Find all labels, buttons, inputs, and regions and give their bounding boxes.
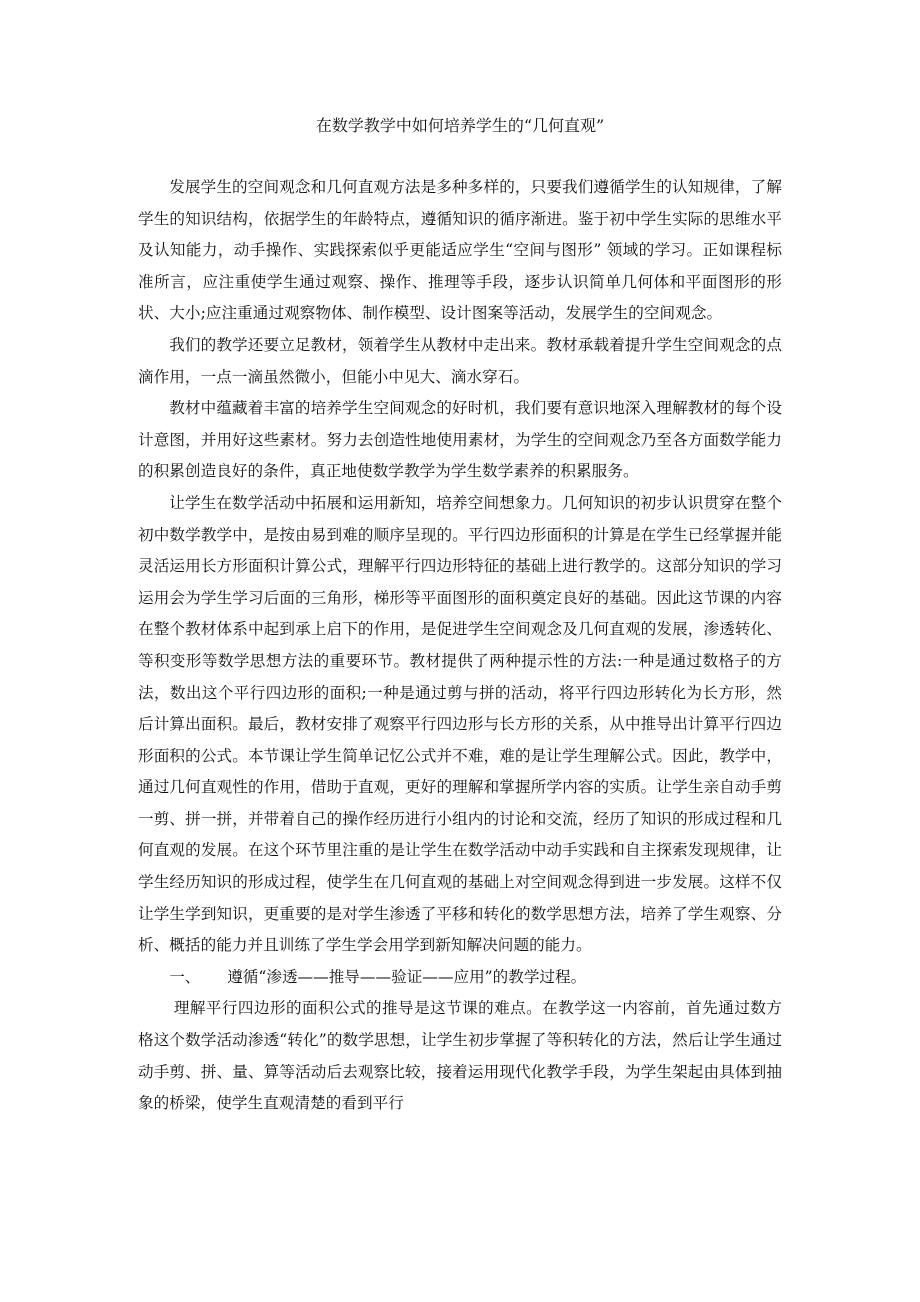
document-title: 在数学教学中如何培养学生的“几何直观” — [315, 116, 605, 135]
paragraph-4: 让学生在数学活动中拓展和运用新知，培养空间想象力。几何知识的初步认识贯穿在整个初中数学教学中，是按由易到难的顺序呈现的。平行四边形面积的计算是在学生已经掌握并能灵活运用长方形面积计算公式，理解平行四边形特征的基础上进行教学的。这部分知识的学习运用会为学生学习后面的三角形，梯形等平面图形的面积奠定良好的基础。因此这节课的内容在整个教材体系中起到承上启下的作用，是促进学生空间观念及几何直观的发展，渗透转化、等积变形等数学思想方法的重要环节。教材提供了两种提示性的方法:一种是通过数格子的方法，数出这个平行四边形的面积;一种是通过剪与拼的活动，将平行四边形转化为长方形，然后计算出面积。最后，教材安排了观察平行四边形与长方形的关系，从中推导出计算平行四边形面积的公式。本节课让学生简单记忆公式并不难，难的是让学生理解公式。因此，教学中，通过几何直观性的作用，借助于直观，更好的理解和掌握所学内容的实质。让学生亲自动手剪一剪、拼一拼，并带着自己的操作经历进行小组内的讨论和交流，经历了知识的形成过程和几何直观的发展。在这个环节里注重的是让学生在数学活动中动手实践和自主探索发现规律，让学生经历知识的形成过程，使学生在几何直观的基础上对空间观念得到进一步发展。这样不仅让学生学到知识，更重要的是对学生渗透了平移和转化的数学思想方法，培养了学生观察、分析、概括的能力并且训练了学生学会用学到新知解决问题的能力。 — [138, 493, 782, 955]
section-heading — [138, 962, 782, 994]
paragraph-2: 我们的教学还要立足教材，领着学生从教材中走出来。教材承载着提升学生空间观念的点滴作用，一点一滴虽然微小，但能小中见大、滴水穿石。 — [138, 335, 782, 386]
paragraph-1: 发展学生的空间观念和几何直观方法是多种多样的，只要我们遵循学生的认知规律，了解学生的知识结构，依据学生的年龄特点，遵循知识的循序渐进。鉴于初中学生实际的思维水平及认知能力，动手操作、实践探索似乎更能适应学生“空间与图形” 领域的学习。正如课程标准所言，应注重使学生通过观察、操作、推理等手段，逐步认识简单几何体和平面图形的形状、大小;应注重通过观察物体、制作模型、设计图案等活动，发展学生的空间观念。 — [138, 178, 782, 323]
section-number: 一、 — [169, 967, 201, 986]
document-page — [138, 110, 782, 1120]
section-heading-text: 遵循“渗透——推导——验证——应用”的教学过程。 — [227, 967, 587, 986]
paragraph-3: 教材中蕴藏着丰富的培养学生空间观念的好时机，我们要有意识地深入理解教材的每个设计意图，并用好这些素材。努力去创造性地使用素材，为学生的空间观念乃至各方面数学能力的积累创造良好的条件，真正地使数学教学为学生数学素养的积累服务。 — [138, 399, 782, 481]
paragraph-5: 理解平行四边形的面积公式的推导是这节课的难点。在教学这一内容前，首先通过数方格这个数学活动渗透“转化”的数学思想，让学生初步掌握了等积转化的方法，然后让学生通过动手剪、拼、量、算等活动后去观察比较，接着运用现代化教学手段，为学生架起由具体到抽象的桥梁，使学生直观清楚的看到平行 — [138, 999, 782, 1113]
